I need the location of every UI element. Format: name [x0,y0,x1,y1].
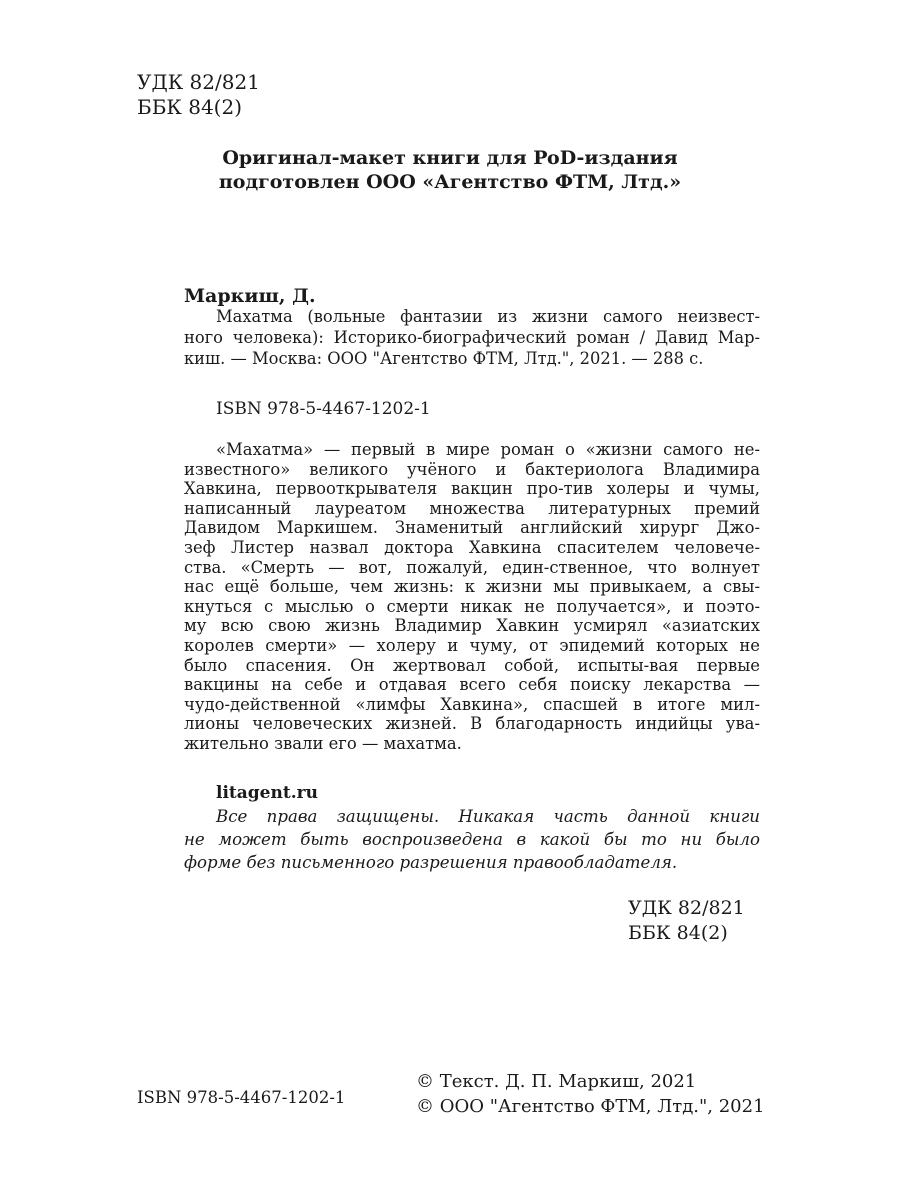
bib-line: киш. — Москва: ООО "Агентство ФТМ, Лтд.", 2021. — 288 с. [184,349,704,368]
layout-note [0,146,900,194]
layout-note-line-2: подготовлен ООО «Агентство ФТМ, Лтд.» [218,171,682,193]
copyright-text: © Текст. Д. П. Маркиш, 2021 [416,1071,697,1092]
bib-line: Махатма (вольные фантазии из жизни самого неизвест- [216,307,760,326]
annotation-line: вакцины на себе и отдавая всего себя поиску лекарства — [184,675,760,695]
bibliographic-description [184,306,760,369]
annotation-line: «Махатма» — первый в мире роман о «жизни самого не- [216,440,760,459]
rights-line: не может быть воспроизведена в какой бы то ни было [184,830,760,849]
isbn-main: ISBN 978-5-4467-1202-1 [216,399,431,419]
website-link[interactable]: litagent.ru [216,783,318,803]
bib-line: ного человека): Историко-биографический роман / Давид Мар- [184,328,760,347]
author-heading: Маркиш, Д. [184,285,316,307]
copyright-publisher: © ООО "Агентство ФТМ, Лтд.", 2021 [416,1096,765,1117]
layout-note-line-1: Оригинал-макет книги для PoD-издания [222,147,678,169]
annotation-line: было спасения. Он жертвовал собой, испыты-вая первые [184,655,760,675]
annotation-line: известного» великого учёного и бактериолога Владимира [184,459,760,479]
annotation-line: написанный лауреатом множества литературных премий [184,498,760,518]
annotation-line: Хавкина, первооткрывателя вакцин про-тив холеры и чумы, [184,479,760,499]
annotation-line: лионы человеческих жизней. В благодарность индийцы ува- [184,714,760,734]
copyright-block [416,1069,765,1119]
annotation-line: зеф Листер назвал доктора Хавкина спасителем человече- [184,537,760,557]
classification-block-bottom [628,896,745,946]
annotation-line: му всю свою жизнь Владимир Хавкин усмирял «азиатских [184,616,760,636]
bbk-code: ББК 84(2) [137,95,243,119]
annotation [184,440,760,754]
isbn-bottom: ISBN 978-5-4467-1202-1 [137,1088,346,1107]
annotation-line: нас ещё больше, чем жизнь: к жизни мы привыкаем, а свы- [184,577,760,597]
classification-block-top [137,70,260,120]
annotation-line: чудо-действенной «лимфы Хавкина», спасшей в итоге мил- [184,694,760,714]
annotation-line: кнуться с мыслью о смерти никак не получается», и поэто- [184,596,760,616]
annotation-line: Давидом Маркишем. Знаменитый английский хирург Джо- [184,518,760,538]
annotation-line: ства. «Смерть — вот, пожалуй, един-ственное, что волнует [184,557,760,577]
rights-line: Все права защищены. Никакая часть данной книги [216,807,760,826]
udk-code: УДК 82/821 [628,897,745,919]
udk-code: УДК 82/821 [137,70,260,94]
bbk-code: ББК 84(2) [628,922,728,944]
rights-notice [184,805,760,874]
rights-line: форме без письменного разрешения правообладателя. [184,853,678,872]
annotation-line: королев смерти» — холеру и чуму, от эпидемий которых не [184,635,760,655]
annotation-line: жительно звали его — махатма. [184,733,462,753]
